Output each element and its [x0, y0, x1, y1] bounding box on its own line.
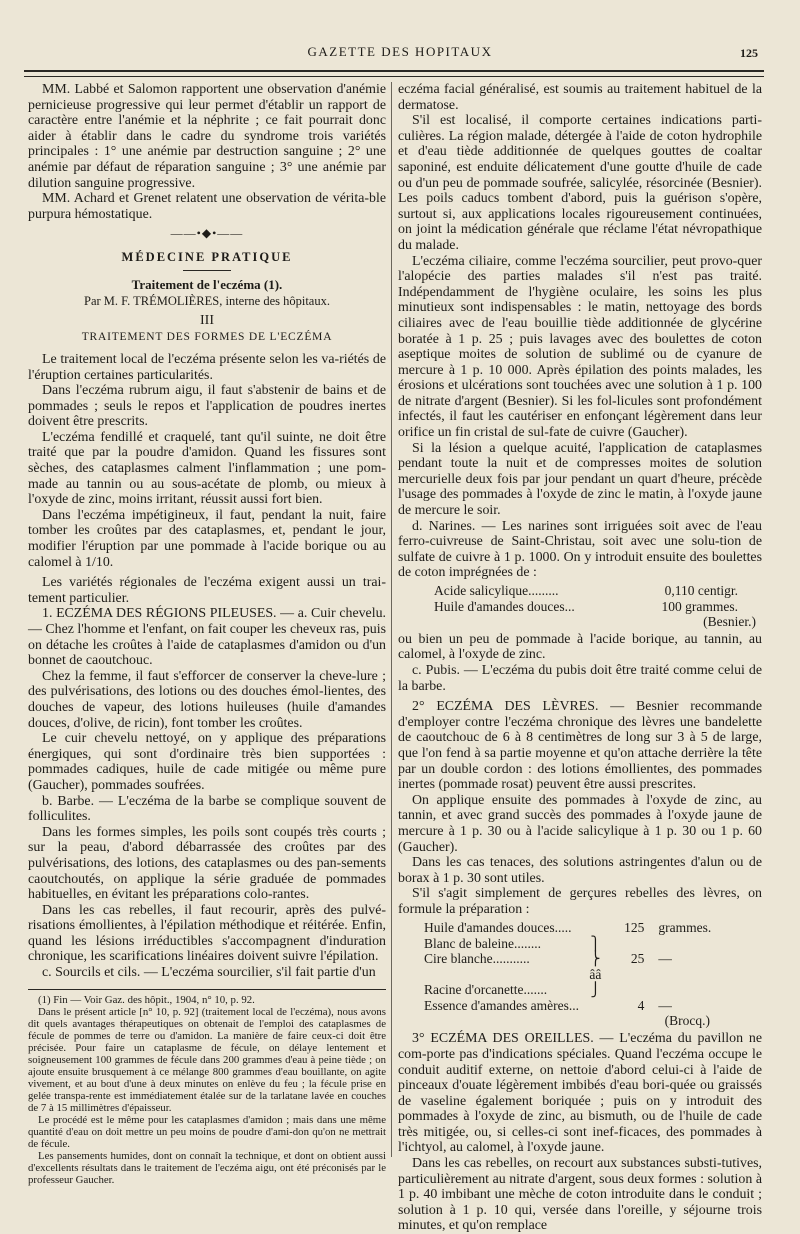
paragraph: S'il s'agit simplement de gerçures rebelles des lèvres, on formule la préparation : [398, 886, 762, 917]
page-number: 125 [740, 46, 758, 60]
ingredient: Racine d'orcanette....... [424, 982, 548, 998]
paragraph: Le cuir chevelu nettoyé, on y applique des préparations énergiques, qui sont d'ordinaire très bien supportées : pommades cadiques, huile de cade mitigée ou même pure (Gaucher), pommades soufrées. [28, 731, 386, 793]
running-head [20, 44, 780, 64]
header-rule [24, 70, 764, 72]
footnote-rule [28, 989, 386, 990]
byline: Par M. F. TRÉMOLIÈRES, interne des hôpitaux. [84, 294, 330, 309]
section-title: MÉDECINE PRATIQUE [121, 249, 293, 264]
prescription-line [398, 982, 762, 997]
footnote: Le procédé est le même pour les cataplasmes d'amidon ; mais dans une même quantité d'eau on doit mettre un peu moins de poudre d'ami-don qu'on ne mettrait de fécule. [28, 1113, 386, 1150]
unit [644, 982, 762, 997]
brace [584, 920, 607, 935]
brace [584, 998, 607, 1013]
paragraph: S'il est localisé, il comporte certaines indications parti-culières. La région malade, détergée à l'aide de coton hydrophile et d'eau tiède additionnée de quelques gouttes de coaltar saponiné, est enduite délicatement d'une goutte d'huile de cade ou d'un peu de pommade soufrée, salicylée, résorcinée (Besnier). Les poils caducs tombent d'abord, puis la guérison s'opère, surtout si, aux applications locales rigoureusement continuées, on joint la médication générale que réclame l'état névropathique du malade. [398, 113, 762, 253]
paragraph: c. Sourcils et cils. — L'eczéma sourcilier, s'il fait partie d'un [42, 965, 376, 981]
prescription-attribution: (Brocq.) [664, 1012, 710, 1028]
section-rule [183, 270, 231, 271]
prescription-line [398, 998, 762, 1013]
paragraph: 3° ECZÉMA DES OREILLES. — L'eczéma du pavillon ne com-porte pas d'indications spéciales. Quand l'eczéma occupe le conduit auditif externe, on nettoie d'abord celui-ci à l'aide de pinceaux d'ouate légèrement imbibés d'eau bori-quée ou graissés de vaseline également boriquée ; puis on y introduit des pommades à l'oxyde de zinc, au bismuth, ou de l'huile de cade très mitigée, ou, si celles-ci sont inef-ficaces, des pommades à l'ichtyol, au calomel, à l'oxyde jaune. [398, 1031, 762, 1156]
quantity: 0,110 centigr. [664, 583, 738, 598]
ornament-separator: ——•◆•—— [170, 226, 244, 241]
ingredient: Acide salicylique......... [434, 583, 559, 598]
brace: ⎬ ââ [589, 951, 602, 982]
paragraph: b. Barbe. — L'eczéma de la barbe se complique souvent de folliculites. [28, 793, 386, 825]
prescription-attribution: (Besnier.) [703, 614, 756, 630]
paragraph: Chez la femme, il faut s'efforcer de conserver la cheve-lure ; des pulvérisations, des lotions ou des douches émol-lientes, des douches de vapeur, des lotions huileuses (huile d'amandes douces, d'olive, de ricin), font tomber les croûtes. [28, 668, 386, 731]
paragraph: 1. ECZÉMA DES RÉGIONS PILEUSES. — a. Cuir chevelu. — Chez l'homme et l'enfant, on fait couper les cheveux ras, puis on détache les croûtes à l'aide de cataplasmes d'amidon ou d'un bonnet de caoutchouc. [28, 606, 386, 669]
footnotes [28, 994, 386, 1186]
paragraph: Les variétés régionales de l'eczéma exigent aussi un trai-tement particulier. [28, 575, 386, 606]
paragraph: 2° ECZÉMA DES LÈVRES. — Besnier recommande d'employer contre l'eczéma chronique des lèvres une bandelette de caoutchouc de 6 à 8 centimètres de long sur 3 à 5 de large, que l'on fend à sa partie moyenne et qu'on attache derrière la tête par un double cordon : des lotions émollientes, des pommades inertes (pommade rosat) peuvent être aussi prescrites. [398, 699, 762, 793]
part-number: III [200, 312, 214, 328]
quantity: 4 [637, 997, 645, 1013]
unit: grammes. [658, 920, 712, 936]
article-title: Traitement de l'eczéma (1). [131, 276, 283, 292]
ingredient: Huile d'amandes douces... [434, 598, 575, 614]
paragraph: Dans l'eczéma rubrum aigu, il faut s'abstenir de bains et de pommades ; seuls le repos et l'application de poudres inertes doivent être prescrits. [28, 383, 386, 430]
prescription-line [398, 583, 762, 599]
unit: — [658, 997, 672, 1013]
column-divider [391, 82, 392, 1157]
header-rule-thin [24, 76, 764, 77]
prescription-besnier [398, 583, 762, 630]
left-column [28, 82, 386, 1186]
paragraph: Si la lésion a quelque acuité, l'application de cataplasmes pendant toute la nuit et de compresses moites de solution mercurielle deux fois par jour pendant un quart d'heure, précède l'usage des pommades à l'oxyde de zinc le matin, à l'oxyde jaune de mercure le soir. [398, 440, 762, 519]
paragraph: On applique ensuite des pommades à l'oxyde de zinc, au tannin, et avec grand succès des pommades à l'oxyde jaune de mercure à 1 p. 30 ou à l'acide salicylique à 1 p. 30 ou 1 p. 60 (Gaucher). [398, 792, 762, 855]
paragraph: Dans les cas rebelles, on recourt aux substances substi-tutives, particulièrement au nitrate d'argent, sous deux formes : solution à 1 p. 40 imbibant une mèche de coton introduite dans le conduit ; solution à 1 p. 10 qui, versée dans l'oreille, y séjourne trois minutes, et qu'on remplace [398, 1156, 762, 1234]
ingredient: Essence d'amandes amères... [424, 997, 579, 1013]
footnote: Les pansements humides, dont on connaît la technique, et dont on obtient aussi d'excellents résultats dans le traitement de l'eczéma aigu, ont été préconisés par le professeur Gaucher. [28, 1149, 386, 1186]
paragraph: MM. Achard et Grenet relatent une observation de vérita-ble purpura hémostatique. [28, 191, 386, 222]
part-title: TRAITEMENT DES FORMES DE L'ECZÉMA [81, 331, 333, 344]
right-column [398, 82, 762, 1234]
prescription-brocq [398, 920, 762, 1028]
quantity: 125 [624, 920, 645, 936]
paragraph: eczéma facial généralisé, est soumis au traitement habituel de la dermatose. [398, 82, 762, 113]
paragraph: ou bien un peu de pommade à l'acide borique, au tannin, au calomel, à l'oxyde de zinc. [398, 631, 762, 663]
paragraph: MM. Labbé et Salomon rapportent une observation d'anémie pernicieuse progressive qui leur permet d'établir un rapport de caractère entre l'anémie et la néphrite ; ce fait pourrait donc aider à établir dans le cadre du syndrome trois variétés principales : 1° une anémie par destruction sanguine ; 2° une anémie par défaut de réparation sanguine ; 3° une anémie par dilution sanguine progressive. [28, 82, 386, 191]
paragraph: Dans les cas tenaces, des solutions astringentes d'alun ou de borax à 1 p. 30 sont utiles. [398, 855, 762, 886]
paragraph: d. Narines. — Les narines sont irriguées soit avec de l'eau ferro-cuivreuse de Saint-Christau, soit avec une solu-tion de sulfate de cuivre à 1 p. 1000. On y introduit ensuite des boulettes de coton imprégnées de : [398, 518, 762, 581]
prescription-line [398, 920, 762, 935]
unit: — [658, 951, 672, 967]
brace: ⎫ [590, 935, 601, 951]
prescription-line [398, 599, 762, 615]
quantity [607, 936, 645, 951]
quantity: 100 grammes. [661, 598, 738, 614]
brace: ⎭ [590, 982, 601, 998]
quantity: 25 [630, 951, 645, 967]
paragraph: Dans les formes simples, les poils sont coupés très courts ; sur la peau, d'abord débarrassée des croûtes par des pulvérisations, des lotions, des cataplasmes ou des pan-sements caoutchoutés, on applique la série graduée de pommades habituelles, en évitant les préparations colo-rantes. [28, 824, 386, 903]
paragraph: Dans les cas rebelles, il faut recourir, après des pulvé-risations émollientes, à l'épilation méthodique et réitérée. Enfin, quand les lésions irréductibles s'accompagnent d'induration chronique, les scarifications linéaires doivent suivre l'épilation. [28, 902, 386, 965]
footnote: (1) Fin — Voir Gaz. des hôpit., 1904, n° 10, p. 92. [38, 993, 255, 1006]
ingredient: Blanc de baleine........ [424, 935, 541, 951]
quantity [607, 982, 645, 997]
paragraph: L'eczéma ciliaire, comme l'eczéma sourcilier, peut provo-quer l'alopécie des parties malades s'il n'est pas traité. Indépendamment de l'hygiène oculaire, les soins les plus minutieux sont indispensables : le matin, nettoyage des bords ciliaires avec de l'eau bouillie tiède additionnée de glycérine boratée à 1 p. 25 ; puis lavages avec des boulettes de coton aseptique moites de solution de sublimé ou de cyanure de mercure à 1 p. 10 000. Après épilation des points malades, les érosions et ulcérations sont touchées avec une solution à 1 p. 100 de nitrate d'argent (Besnier). Si les fol-licules sont profondément infectés, il faut les cautériser en enfonçant légèrement dans leur orifice un fin cristal de sul-fate de cuivre (Gaucher). [398, 253, 762, 441]
paragraph: L'eczéma fendillé et craquelé, tant qu'il suinte, ne doit être traité que par la poudre d'amidon. Quand les fissures sont sèches, des cataplasmes calment l'inflammation ; une pom-made au tannin ou au sous-acétate de plomb, ou mieux à l'oxyde de zinc, moins irritant, réussit aussi fort bien. [28, 429, 386, 508]
unit [644, 936, 762, 951]
paragraph: c. Pubis. — L'eczéma du pubis doit être traité comme celui de la barbe. [398, 662, 762, 694]
paragraph: Le traitement local de l'eczéma présente selon les va-riétés de l'éruption certaines particularités. [28, 351, 386, 383]
prescription-line [398, 951, 762, 982]
ingredient: Cire blanche........... [424, 951, 530, 967]
ingredient: Huile d'amandes douces..... [424, 920, 572, 936]
journal-title: GAZETTE DES HOPITAUX [307, 44, 493, 59]
paragraph: Dans l'eczéma impétigineux, il faut, pendant la nuit, faire tomber les croûtes par des cataplasmes, et, pendant le jour, modifier l'éruption par une pommade à l'acide borique ou au calomel à 1/10. [28, 507, 386, 570]
footnote: Dans le présent article [n° 10, p. 92] (traitement local de l'eczéma), nous avons dit quels avantages thérapeutiques on obtenait de l'emploi des cataplasmes de fécule de pommes de terre ou d'amidon. La manière de faire ceux-ci doit être précisée. Pour faire un cataplasme de fécule, on délaye lentement et soigneusement 100 grammes de fécule dans 200 grammes d'eau à peine tiède ; on ajoute ensuite brusquement à ce mélange 800 grammes d'eau bouillante, on agite vivement, et au bout d'une à deux minutes on enlève du feu ; la fécule prise en gelée transpa-rente est immédiatement étalée sur de la tarlatane lavée en couches de 7 à 15 millimètres d'épaisseur. [28, 1005, 386, 1114]
prescription-line [398, 936, 762, 951]
